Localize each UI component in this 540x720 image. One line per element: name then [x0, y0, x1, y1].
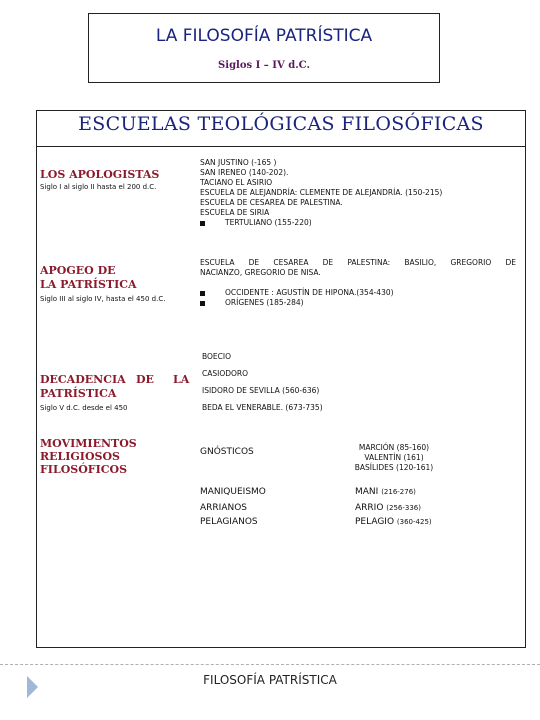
bullet-icon: [200, 301, 205, 306]
period-title-decadencia-line2: PATRÍSTICA: [40, 387, 117, 400]
founder-dates: (216-276): [381, 488, 416, 496]
period-title-apogeo-line1: APOGEO DE: [40, 264, 116, 277]
entry-item: ISIDORO DE SEVILLA (560-636): [202, 386, 320, 395]
title-box: [88, 13, 440, 83]
founder-dates: (360-425): [396, 518, 432, 526]
bullet-text: ORÍGENES (185-284): [225, 298, 304, 307]
period-title-apogeo-line2: LA PATRÍSTICA: [40, 278, 137, 291]
period-note-apogeo: Siglo III al siglo IV, hasta el 450 d.C.: [40, 295, 166, 303]
entry-item: BEDA EL VENERABLE. (673-735): [202, 403, 323, 412]
period-title-movimientos-line: MOVIMIENTOS: [40, 437, 137, 450]
heresy-name: MANIQUEISMO: [200, 487, 266, 497]
entry-item: BOECIO: [202, 352, 232, 361]
movimientos-title: [40, 437, 137, 476]
page-subtitle: Siglos I – IV d.C.: [218, 60, 310, 71]
founder-name: ARRIO: [355, 503, 384, 513]
founder-item: VALENTÍN (161): [364, 453, 424, 462]
bullet-item: [200, 218, 442, 228]
bullet-icon: [200, 291, 205, 296]
entry-item: CASIODORO: [202, 369, 249, 378]
founder-dates: (256-336): [386, 504, 421, 512]
entry-item: NACIANZO, GREGORIO DE NISA.: [200, 268, 321, 277]
founder-name: PELAGIO: [355, 517, 395, 527]
footer-divider: [0, 664, 540, 665]
entry-item: SAN JUSTINO (-165 ): [200, 158, 277, 167]
apologistas-entries: [200, 158, 442, 228]
bullet-text: OCCIDENTE : AGUSTÍN DE HIPONA.(354-430): [225, 288, 394, 297]
founder-item: [355, 487, 416, 497]
bullet-icon: [200, 221, 205, 226]
period-title-decadencia-la: LA: [173, 373, 190, 386]
bullet-item: [200, 288, 516, 298]
heresy-name: ARRIANOS: [200, 503, 248, 513]
entry-item: TACIANO EL ASIRIO: [200, 178, 273, 187]
period-note-decadencia: Siglo V d.C. desde el 450: [40, 404, 128, 412]
founder-name: MANI: [355, 487, 379, 497]
heresy-name: PELAGIANOS: [200, 517, 258, 527]
entry-item: ESCUELA DE CESAREA DE PALESTINA.: [200, 198, 343, 207]
section-divider: [36, 146, 526, 147]
entry-item: SAN IRENEO (140-202).: [200, 168, 289, 177]
heresy-name: GNÓSTICOS: [200, 447, 254, 457]
entry-item: ESCUELA DE ALEJANDRÍA: CLEMENTE DE ALEJANDRÍA. (150-215): [200, 188, 443, 197]
period-title-decadencia-de: DE: [136, 373, 154, 386]
period-title-movimientos-line: RELIGIOSOS: [40, 450, 120, 463]
founder-item: [355, 517, 432, 527]
page-title: LA FILOSOFÍA PATRÍSTICA: [155, 26, 373, 46]
footer-title: FILOSOFÍA PATRÍSTICA: [203, 673, 337, 687]
period-note-apologistas: Siglo I al siglo II hasta el 200 d.C.: [40, 183, 157, 191]
apogeo-entries: [200, 258, 516, 308]
founder-item: BASÍLIDES (120-161): [354, 463, 434, 472]
entry-item: ESCUELA DE SIRIA: [200, 208, 270, 217]
bullet-item: [200, 298, 516, 308]
period-title-apologistas: LOS APOLOGISTAS: [40, 168, 160, 181]
gnosticos-founders: [352, 443, 436, 473]
founder-item: [355, 503, 421, 513]
period-title-decadencia-line1: DECADENCIA: [40, 373, 126, 386]
founder-item: MARCIÓN (85-160): [358, 443, 430, 452]
period-title-movimientos-line: FILOSÓFICOS: [40, 463, 128, 476]
section-title: ESCUELAS TEOLÓGICAS FILOSÓFICAS: [78, 113, 484, 135]
entry-item: ESCUELA DE CESAREA DE PALESTINA: BASILIO, GREGORIO DE: [200, 258, 516, 267]
bullet-text: TERTULIANO (155-220): [225, 218, 312, 227]
